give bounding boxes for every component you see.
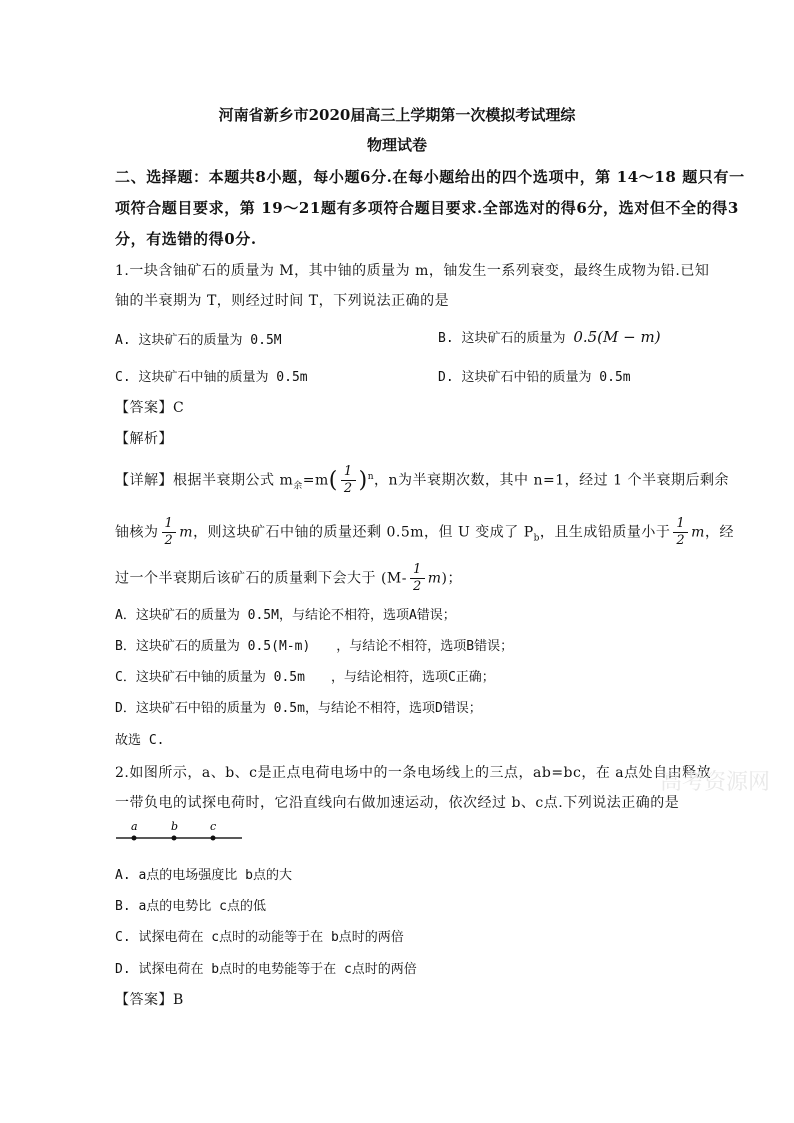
q1-detail-line1: [115, 464, 729, 497]
q2-option-c: C. 试探电荷在 c点时的动能等于在 b点时的两倍: [115, 930, 404, 945]
fraction-numerator: 1: [673, 516, 688, 533]
math-m: m: [427, 570, 442, 587]
section-instructions-line2: 项符合题目要求，第 19～21题有多项符合题目要求.全部选对的得6分，选对但不全的得3: [115, 199, 739, 217]
fraction-numerator: 1: [410, 562, 425, 579]
q2-answer: 【答案】B: [115, 992, 184, 1008]
q1-detail3-text-b: )；: [441, 570, 463, 587]
math-m: m: [691, 524, 705, 541]
q1-detail2-text-a: 铀核为: [115, 524, 159, 541]
fraction-numerator: 1: [341, 464, 356, 481]
q1-detail-line3: [115, 562, 462, 595]
q2-stem-line2: 一带负电的试探电荷时，它沿直线向右做加速运动，依次经过 b、c点.下列说法正确的是: [115, 795, 680, 811]
left-paren: (: [328, 468, 338, 493]
q1-detail2-text-d: ，经: [704, 524, 734, 541]
watermark: 高考资源网: [660, 770, 771, 795]
fraction-half: [673, 516, 688, 549]
fraction-denominator: 2: [164, 533, 174, 548]
point-a-dot: [132, 836, 137, 841]
q1-option-b-text: B. 这块矿石的质量为: [438, 331, 566, 346]
q1-option-c: C. 这块矿石中铀的质量为 0.5m: [115, 370, 308, 385]
q1-option-a: A. 这块矿石的质量为 0.5M: [115, 333, 282, 348]
q1-option-b-math: 0.5(M − m): [573, 328, 661, 346]
q1-detail2-text-b: ，则这块矿石中铀的质量还剩 0.5m，但 U 变成了 P: [193, 524, 534, 541]
q1-detail3-text-a: 过一个半衰期后该矿石的质量剩下会大于 (M-: [115, 570, 407, 587]
q1-detail-sub: 余: [293, 481, 303, 492]
q1-analysis-b: B．这块矿石的质量为 0.5(M-m) ，与结论不相符，选项B错误；: [115, 639, 514, 654]
fraction-half: [162, 516, 177, 549]
point-c-label: c: [210, 820, 217, 833]
point-b-label: b: [171, 820, 179, 833]
q2-option-a: A. a点的电场强度比 b点的大: [115, 868, 292, 883]
fraction-denominator: 2: [412, 579, 422, 594]
fraction-half: [341, 464, 356, 497]
q1-analysis-heading: 【解析】: [115, 431, 173, 447]
q2-option-b: B. a点的电势比 c点的低: [115, 899, 266, 914]
section-instructions-line3: 分，有选错的得0分.: [115, 230, 257, 248]
fraction-half: [410, 562, 425, 595]
math-m: m: [179, 524, 194, 541]
q1-stem-line2: 铀的半衰期为 T，则经过时间 T，下列说法正确的是: [115, 293, 450, 309]
q1-option-b: [438, 327, 661, 346]
point-c-dot: [211, 836, 216, 841]
q1-stem-line1: 1.一块含铀矿石的质量为 M，其中铀的质量为 m，铀发生一系列衰变，最终生成物为铅.已知: [115, 263, 710, 279]
document-title: 河南省新乡市2020届高三上学期第一次模拟考试理综: [218, 106, 576, 124]
q1-conclusion: 故选 C.: [115, 733, 165, 748]
right-paren: ): [358, 468, 368, 493]
fraction-numerator: 1: [162, 516, 177, 533]
q1-detail-text-a: 【详解】根据半衰期公式 m: [115, 472, 294, 489]
q2-stem-line1: 2.如图所示，a、b、c是正点电荷电场中的一条电场线上的三点，ab=bc，在 a点处自由释放: [115, 765, 712, 781]
q1-detail-text-b: =m: [302, 472, 329, 489]
q1-detail-text-c: ，n为半衰期次数，其中 n=1，经过 1 个半衰期后剩余: [374, 472, 729, 489]
q1-detail-line2: [115, 516, 734, 549]
q1-analysis-c: C．这块矿石中铀的质量为 0.5m ，与结论相符，选项C正确；: [115, 670, 495, 685]
q1-detail-power: n: [367, 471, 375, 482]
q1-option-d: D. 这块矿石中铅的质量为 0.5m: [438, 370, 631, 385]
q2-option-d: D. 试探电荷在 b点时的电势能等于在 c点时的两倍: [115, 962, 417, 977]
fraction-denominator: 2: [676, 533, 686, 548]
q1-detail2-sub: b: [533, 533, 540, 544]
q1-answer: 【答案】C: [115, 400, 185, 416]
point-a-label: a: [131, 820, 138, 833]
point-b-dot: [172, 836, 177, 841]
q1-analysis-d: D．这块矿石中铅的质量为 0.5m，与结论不相符，选项D错误；: [115, 701, 482, 716]
q1-detail2-text-c: ，且生成铅质量小于: [539, 524, 671, 541]
fraction-denominator: 2: [343, 481, 353, 496]
section-instructions-line1: 二、选择题：本题共8小题，每小题6分.在每小题给出的四个选项中，第 14～18 题只有一: [115, 168, 745, 186]
document-subtitle: 物理试卷: [366, 136, 427, 154]
electric-field-line-diagram: [112, 818, 252, 848]
q1-analysis-a: A．这块矿石的质量为 0.5M，与结论不相符，选项A错误；: [115, 608, 456, 623]
